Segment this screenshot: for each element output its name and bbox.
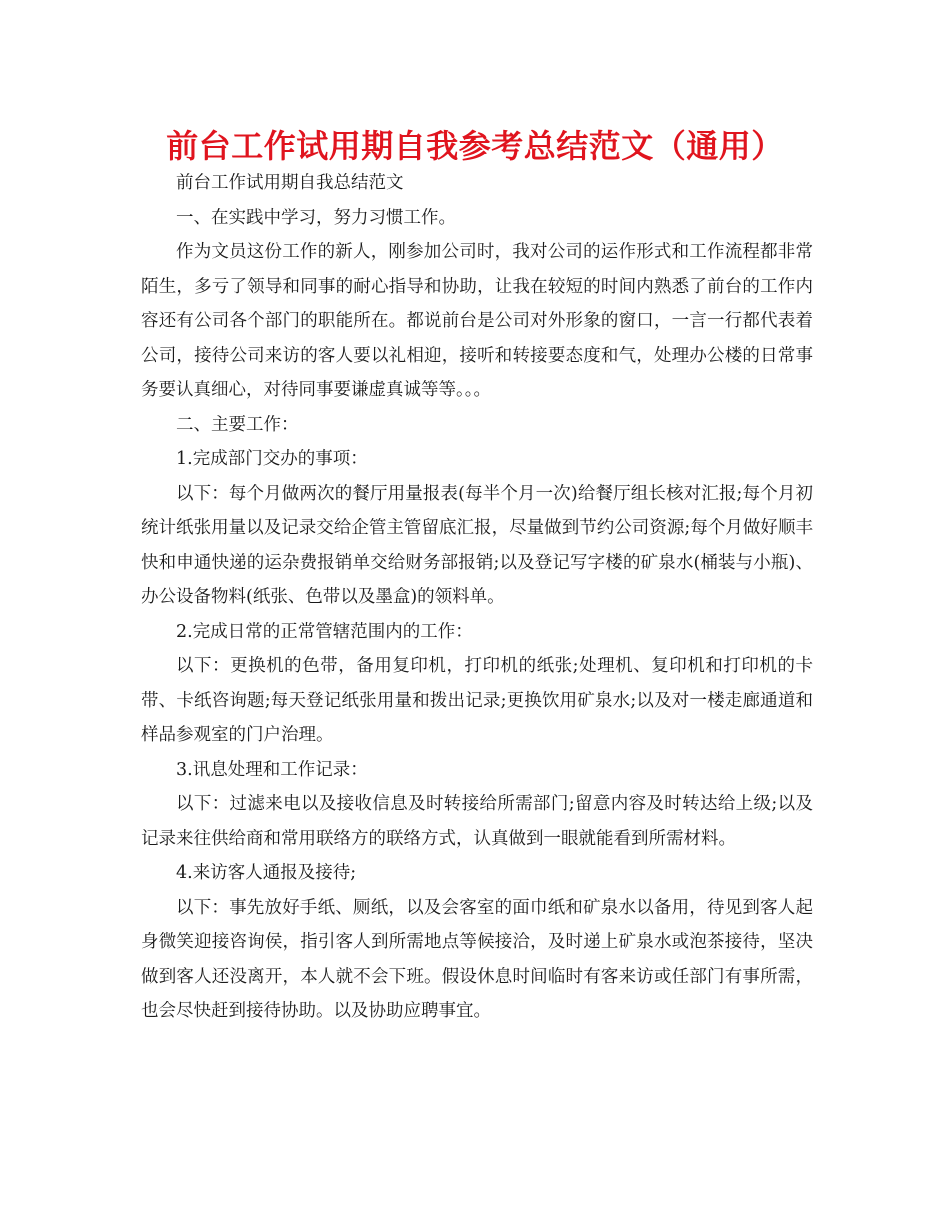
document-body	[141, 166, 813, 1029]
subtitle-paragraph: 前台工作试用期自我总结范文	[176, 173, 404, 193]
section-heading-1: 一、在实践中学习，努力习惯工作。	[176, 207, 456, 228]
item-heading-4: 4.来访客人通报及接待;	[176, 863, 357, 883]
item-heading-1: 1.完成部门交办的事项：	[176, 449, 368, 469]
body-paragraph: 作为文员这份工作的新人，刚参加公司时，我对公司的运作形式和工作流程都非常陌生，多亏了领导和同事的耐心指导和协助，让我在较短的时间内熟悉了前台的工作内容还有公司各个部门的职能所在。都说前台是公司对外形象的窗口，一言一行都代表着公司，接待公司来访的客人要以礼相迎，接听和转接要态度和气，处理办公楼的日常事务要认真细心，对待同事要谦虚真诚等等。。。	[141, 242, 813, 400]
document-title: 前台工作试用期自我参考总结范文（通用）	[166, 127, 784, 165]
body-paragraph: 以下：每个月做两次的餐厅用量报表(每半个月一次)给餐厅组长核对汇报;每个月初统计纸张用量以及记录交给企管主管留底汇报，尽量做到节约公司资源;每个月做好顺丰快和申通快递的运杂费报销单交给财务部报销;以及登记写字楼的矿泉水(桶装与小瓶)、办公设备物料(纸张、色带以及墨盒)的领料单。	[141, 483, 813, 607]
item-heading-3: 3.讯息处理和工作记录：	[176, 759, 368, 780]
body-paragraph: 以下：事先放好手纸、厕纸，以及会客室的面巾纸和矿泉水以备用，待见到客人起身微笑迎接咨询侯，指引客人到所需地点等候接洽，及时递上矿泉水或泡茶接待，坚决做到客人还没离开，本人就不会下班。假设休息时间临时有客来访或任部门有事所需，也会尽快赶到接待协助。以及协助应聘事宜。	[141, 897, 813, 1021]
body-paragraph: 以下：过滤来电以及接收信息及时转接给所需部门;留意内容及时转达给上级;以及记录来往供给商和常用联络方的联络方式，认真做到一眼就能看到所需材料。	[141, 794, 813, 849]
body-paragraph: 以下：更换机的色带，备用复印机，打印机的纸张;处理机、复印机和打印机的卡带、卡纸咨询题;每天登记纸张用量和拨出记录;更换饮用矿泉水;以及对一楼走廊通道和样品参观室的门户治理。	[141, 656, 813, 745]
section-heading-2: 二、主要工作：	[176, 414, 299, 435]
item-heading-2: 2.完成日常的正常管辖范围内的工作：	[176, 621, 473, 642]
